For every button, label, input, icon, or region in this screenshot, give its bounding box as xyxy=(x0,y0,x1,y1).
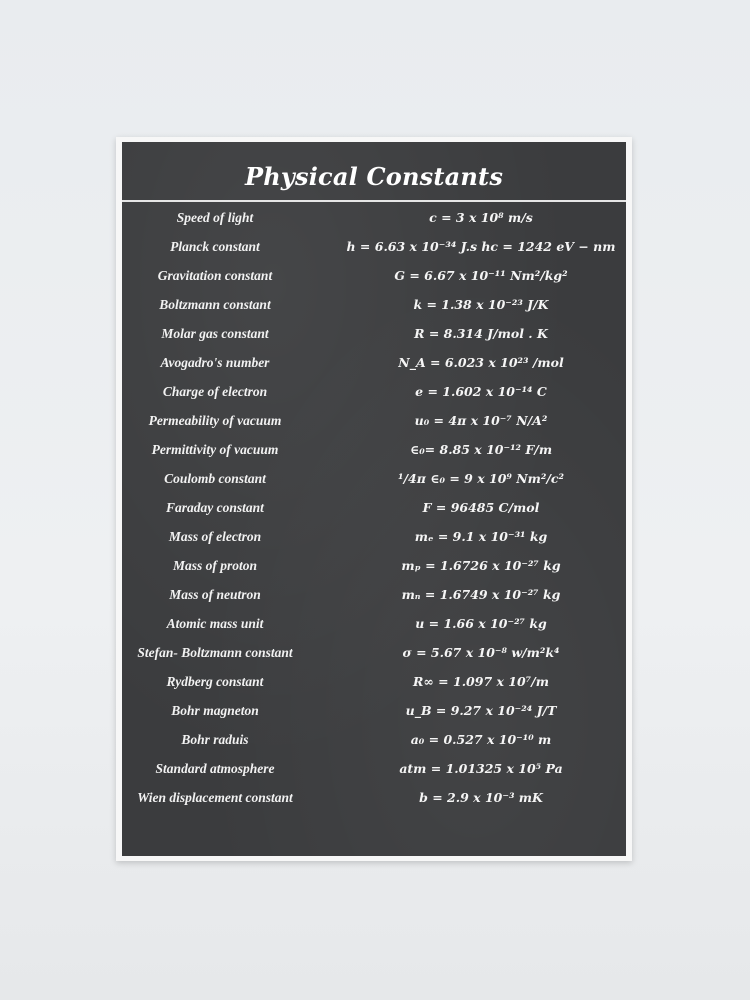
constant-name: Speed of light xyxy=(176,210,254,225)
constant-name: Planck constant xyxy=(170,239,260,254)
poster-title: Physical Constants xyxy=(244,162,504,191)
constant-row xyxy=(122,553,626,582)
constant-formula: atm = 1.01325 x 10⁵ Pa xyxy=(399,761,563,776)
constant-name: Standard atmosphere xyxy=(155,761,275,776)
constant-row xyxy=(122,437,626,466)
constant-name: Coulomb constant xyxy=(164,471,266,486)
constant-row xyxy=(122,495,626,524)
constant-formula: mₙ = 1.6749 x 10⁻²⁷ kg xyxy=(401,587,561,602)
constant-row xyxy=(122,321,626,350)
constant-row xyxy=(122,263,626,292)
constant-formula: G = 6.67 x 10⁻¹¹ Nm²/kg² xyxy=(394,268,568,283)
constant-row xyxy=(122,669,626,698)
constant-row xyxy=(122,524,626,553)
constant-row xyxy=(122,756,626,785)
poster-frame xyxy=(116,137,632,861)
constant-formula: e = 1.602 x 10⁻¹⁴ C xyxy=(415,384,547,399)
constant-row xyxy=(122,408,626,437)
constant-name: Stefan- Boltzmann constant xyxy=(137,645,293,660)
constant-formula: N_A = 6.023 x 10²³ /mol xyxy=(398,355,564,370)
constant-formula: ∈₀= 8.85 x 10⁻¹² F/m xyxy=(409,442,553,457)
constant-formula: k = 1.38 x 10⁻²³ J/K xyxy=(413,297,549,312)
constant-name: Boltzmann constant xyxy=(159,297,271,312)
constant-name: Faraday constant xyxy=(166,500,264,515)
constant-row xyxy=(122,292,626,321)
constant-formula: b = 2.9 x 10⁻³ mK xyxy=(419,790,543,805)
constant-name: Mass of neutron xyxy=(169,587,261,602)
constant-name: Permeability of vacuum xyxy=(148,413,282,428)
title-underline xyxy=(122,200,626,202)
constant-formula: R∞ = 1.097 x 10⁷/m xyxy=(413,674,549,689)
constant-name: Molar gas constant xyxy=(161,326,269,341)
constant-formula: ¹/4π ∈₀ = 9 x 10⁹ Nm²/c² xyxy=(398,471,564,486)
constant-name: Mass of electron xyxy=(168,529,262,544)
constant-row xyxy=(122,698,626,727)
constant-name: Gravitation constant xyxy=(157,268,273,283)
constant-formula: u₀ = 4π x 10⁻⁷ N/A² xyxy=(414,413,548,428)
constant-formula: u = 1.66 x 10⁻²⁷ kg xyxy=(415,616,547,631)
constant-formula: mₚ = 1.6726 x 10⁻²⁷ kg xyxy=(401,558,561,573)
constant-name: Charge of electron xyxy=(162,384,268,399)
constant-row xyxy=(122,466,626,495)
constant-formula: F = 96485 C/mol xyxy=(422,500,540,515)
constant-name: Wien displacement constant xyxy=(137,790,293,805)
constant-row xyxy=(122,611,626,640)
constant-formula: h = 6.63 x 10⁻³⁴ J.s hc = 1242 eV − nm xyxy=(346,239,616,254)
constant-name: Bohr raduis xyxy=(181,732,249,747)
constant-row xyxy=(122,350,626,379)
constant-formula: c = 3 x 10⁸ m/s xyxy=(429,210,533,225)
constant-row xyxy=(122,785,626,814)
constant-name: Mass of proton xyxy=(172,558,258,573)
constant-formula: mₑ = 9.1 x 10⁻³¹ kg xyxy=(414,529,548,544)
constant-formula: R = 8.314 J/mol . K xyxy=(414,326,548,341)
constant-name: Avogadro's number xyxy=(160,355,270,370)
constant-name: Rydberg constant xyxy=(166,674,264,689)
constants-list xyxy=(122,205,626,814)
constant-row xyxy=(122,234,626,263)
constant-formula: u_B = 9.27 x 10⁻²⁴ J/T xyxy=(405,703,557,718)
constant-name: Permittivity of vacuum xyxy=(151,442,279,457)
chalkboard xyxy=(122,142,626,856)
constant-row xyxy=(122,640,626,669)
constant-name: Bohr magneton xyxy=(171,703,259,718)
constant-formula: a₀ = 0.527 x 10⁻¹⁰ m xyxy=(410,732,552,747)
constant-row xyxy=(122,582,626,611)
constant-row xyxy=(122,379,626,408)
constant-formula: σ = 5.67 x 10⁻⁸ w/m²k⁴ xyxy=(402,645,560,660)
constant-row xyxy=(122,727,626,756)
constant-row xyxy=(122,205,626,234)
constant-name: Atomic mass unit xyxy=(166,616,264,631)
